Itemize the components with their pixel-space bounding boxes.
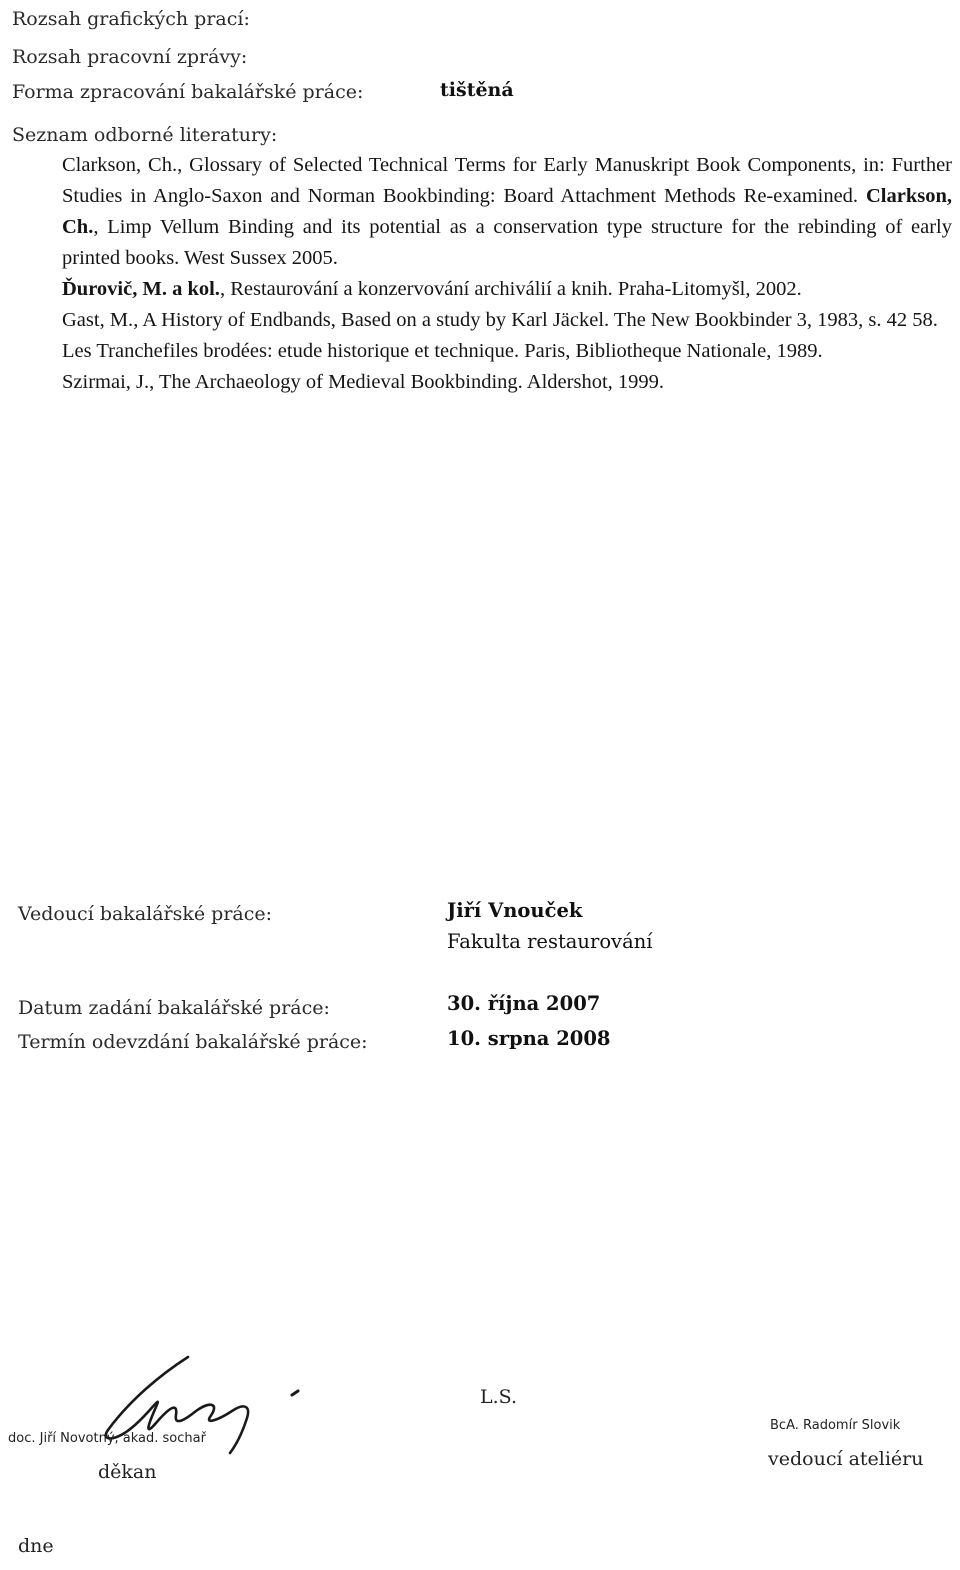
form-value: tištěná	[440, 79, 514, 101]
dean-role: děkan	[98, 1461, 157, 1483]
reference-author: Ďurovič, M. a kol.	[62, 278, 220, 300]
reference-text: , Restaurování a konzervování archiválií a knih. Praha-Litomyšl, 2002.	[219, 278, 802, 300]
reference-author: Szirmai, J.	[62, 371, 150, 393]
reference-text: Les Tranchefiles brodées: etude historique et technique. Paris, Bibliotheque Nationale, 1989.	[62, 340, 823, 362]
dean-name: doc. Jiří Novotný, akad. sochař	[8, 1431, 206, 1446]
reference-text: , The Archaeology of Medieval Bookbinding. Aldershot, 1999.	[149, 371, 665, 393]
assigned-date-label: Datum zadání bakalářské práce:	[18, 997, 330, 1019]
reference-item	[62, 367, 952, 398]
supervisor-name: Jiří Vnouček	[447, 899, 583, 922]
reference-text: , Glossary of Selected Technical Terms for Early Manuskript Book Components, in: Further Studies in Anglo-Saxon and Norman Bookbinding: Board Attachment Methods Re-examined.	[62, 154, 952, 207]
report-scope-label: Rozsah pracovní zprávy:	[12, 46, 248, 68]
reference-item	[62, 336, 952, 367]
due-date-label: Termín odevzdání bakalářské práce:	[18, 1031, 368, 1053]
reference-author: Clarkson, Ch.	[62, 154, 178, 176]
reference-author: Clarkson, Ch.	[62, 185, 952, 238]
form-label: Forma zpracování bakalářské práce:	[12, 81, 364, 103]
literature-label: Seznam odborné literatury:	[12, 124, 278, 146]
reference-item	[62, 274, 952, 305]
seal-mark: L.S.	[480, 1386, 518, 1408]
reference-author: Gast, M.	[62, 309, 134, 331]
assigned-date-value: 30. října 2007	[447, 992, 601, 1015]
reference-text: , Limp Vellum Binding and its potential as a conservation type structure for the rebinding of early printed books. West Sussex 2005.	[62, 216, 952, 269]
due-date-value: 10. srpna 2008	[447, 1027, 611, 1050]
date-label: dne	[18, 1535, 54, 1557]
graphics-scope-label: Rozsah grafických prací:	[12, 8, 250, 30]
reference-text: , A History of Endbands, Based on a study by Karl Jäckel. The New Bookbinder 3, 1983, s. 42 58.	[133, 309, 938, 331]
reference-list	[62, 150, 952, 398]
supervisor-faculty: Fakulta restaurování	[447, 930, 653, 953]
head-role: vedoucí ateliéru	[768, 1448, 924, 1470]
supervisor-label: Vedoucí bakalářské práce:	[18, 903, 273, 925]
reference-item	[62, 305, 952, 336]
head-name: BcA. Radomír Slovik	[770, 1418, 901, 1433]
reference-item	[62, 150, 952, 274]
